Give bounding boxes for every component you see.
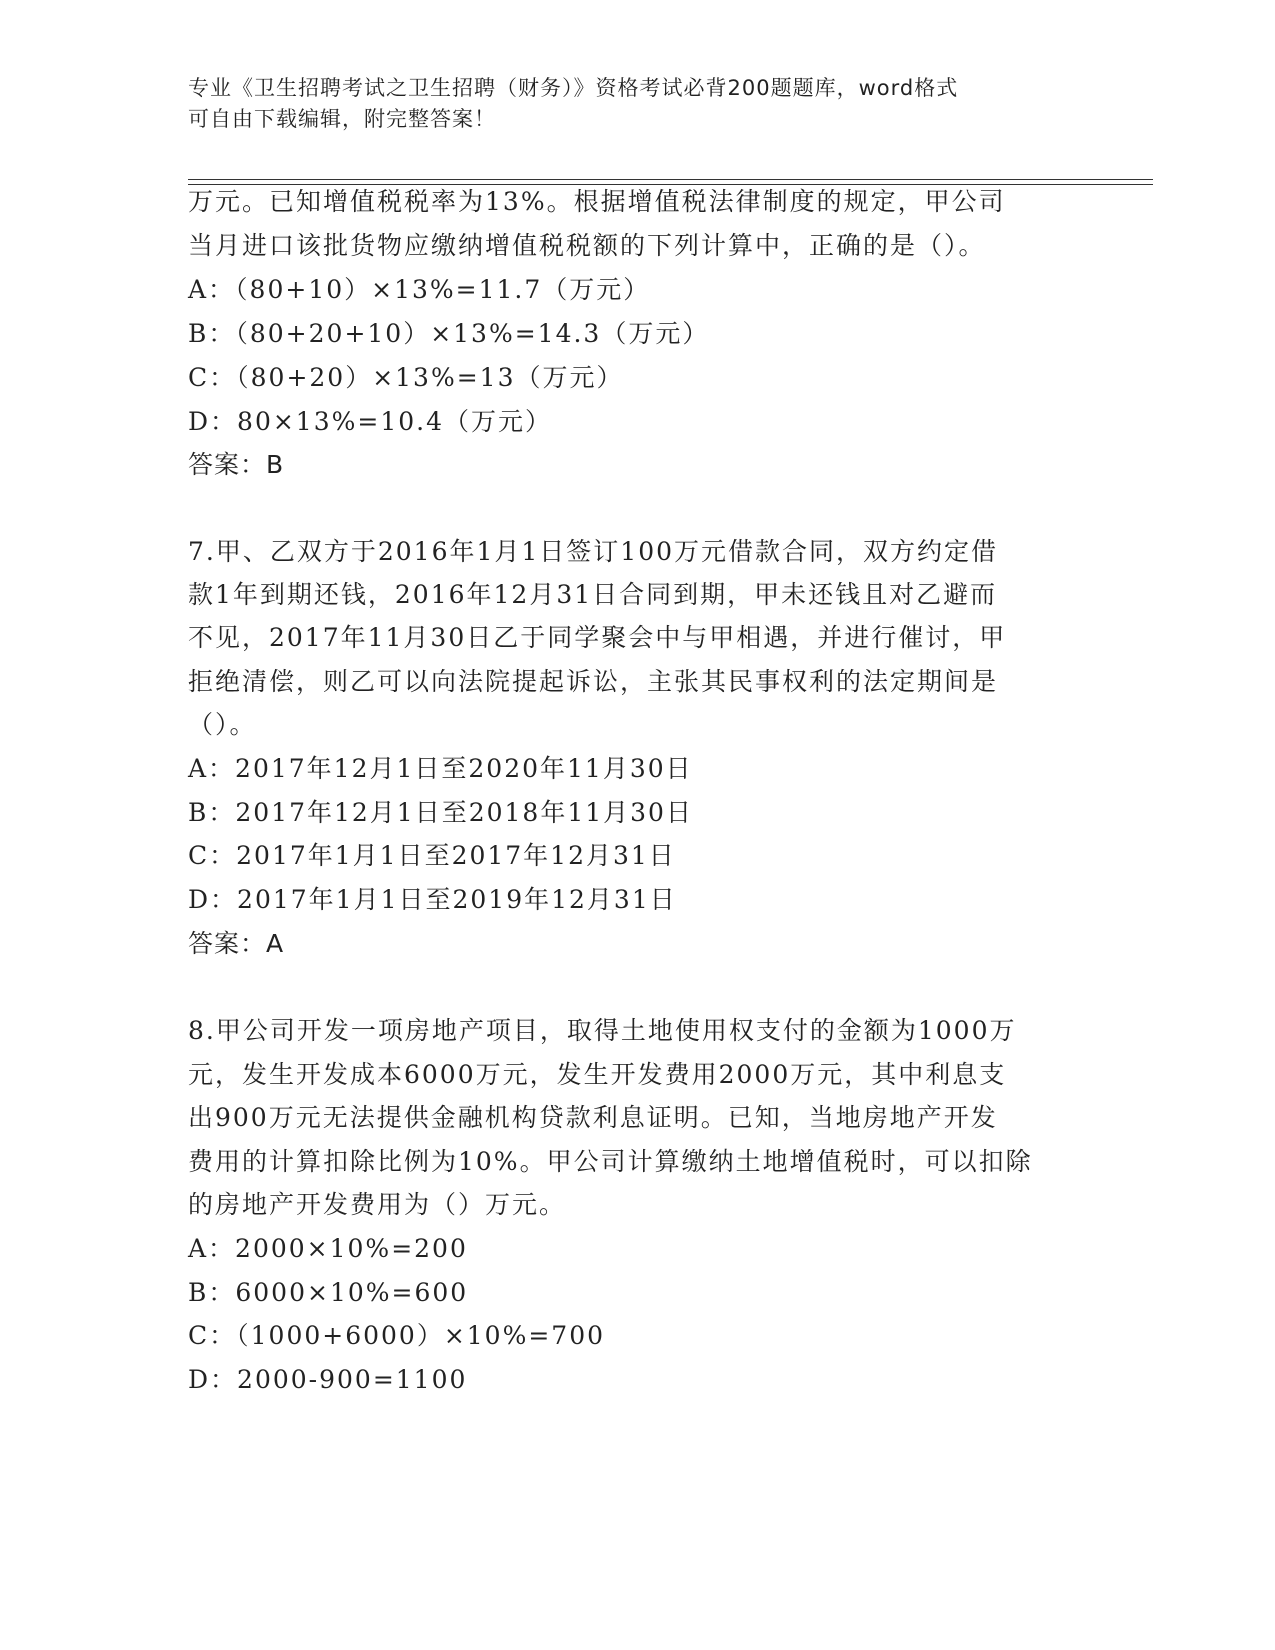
header-divider-top <box>188 179 1153 180</box>
q7-option-a: A：2017年12月1日至2020年11月30日 <box>188 754 693 783</box>
q6-option-b: B：（80+20+10）×13%=14.3（万元） <box>188 319 710 348</box>
q6-option-c: C：（80+20）×13%=13（万元） <box>188 363 624 392</box>
q7-answer: 答案：A <box>188 929 285 958</box>
q7-option-d: D：2017年1月1日至2019年12月31日 <box>188 885 677 914</box>
q7-stem-line-4: 拒绝清偿，则乙可以向法院提起诉讼，主张其民事权利的法定期间是 <box>188 667 999 696</box>
q8-option-c: C：（1000+6000）×10%=700 <box>188 1321 606 1350</box>
q8-stem-line-3: 出900万元无法提供金融机构贷款利息证明。已知，当地房地产开发 <box>188 1103 998 1132</box>
q6-answer: 答案：B <box>188 450 285 479</box>
q8-option-b: B：6000×10%=600 <box>188 1278 469 1307</box>
q8-stem-line-1: 8.甲公司开发一项房地产项目，取得土地使用权支付的金额为1000万 <box>188 1016 1017 1045</box>
q8-option-d: D：2000-900=1100 <box>188 1365 468 1394</box>
q7-option-b: B：2017年12月1日至2018年11月30日 <box>188 798 693 827</box>
q7-stem-line-3: 不见，2017年11月30日乙于同学聚会中与甲相遇，并进行催讨，甲 <box>188 623 1007 652</box>
q7-stem-line-5: （）。 <box>188 710 257 739</box>
q7-stem-line-2: 款1年到期还钱，2016年12月31日合同到期，甲未还钱且对乙避而 <box>188 580 998 609</box>
q8-stem-line-2: 元，发生开发成本6000万元，发生开发费用2000万元，其中利息支 <box>188 1060 1007 1089</box>
q7-stem-line-1: 7.甲、乙双方于2016年1月1日签订100万元借款合同，双方约定借 <box>188 537 999 566</box>
q8-stem-line-4: 费用的计算扣除比例为10%。甲公司计算缴纳土地增值税时，可以扣除 <box>188 1147 1033 1176</box>
document-header <box>188 73 1088 135</box>
q8-stem-line-5: 的房地产开发费用为（）万元。 <box>188 1190 567 1219</box>
header-title-line-1: 专业《卫生招聘考试之卫生招聘（财务）》资格考试必背200题题库，word格式 <box>188 76 959 100</box>
q6-stem-line-2: 当月进口该批货物应缴纳增值税税额的下列计算中，正确的是（）。 <box>188 231 986 260</box>
q6-option-d: D：80×13%=10.4（万元） <box>188 407 552 436</box>
q8-option-a: A：2000×10%=200 <box>188 1234 468 1263</box>
q6-option-a: A：（80+10）×13%=11.7（万元） <box>188 275 651 304</box>
header-title-line-2: 可自由下载编辑，附完整答案！ <box>188 107 496 131</box>
q6-stem-line-1: 万元。已知增值税税率为13%。根据增值税法律制度的规定，甲公司 <box>188 187 1006 216</box>
q7-option-c: C：2017年1月1日至2017年12月31日 <box>188 841 676 870</box>
